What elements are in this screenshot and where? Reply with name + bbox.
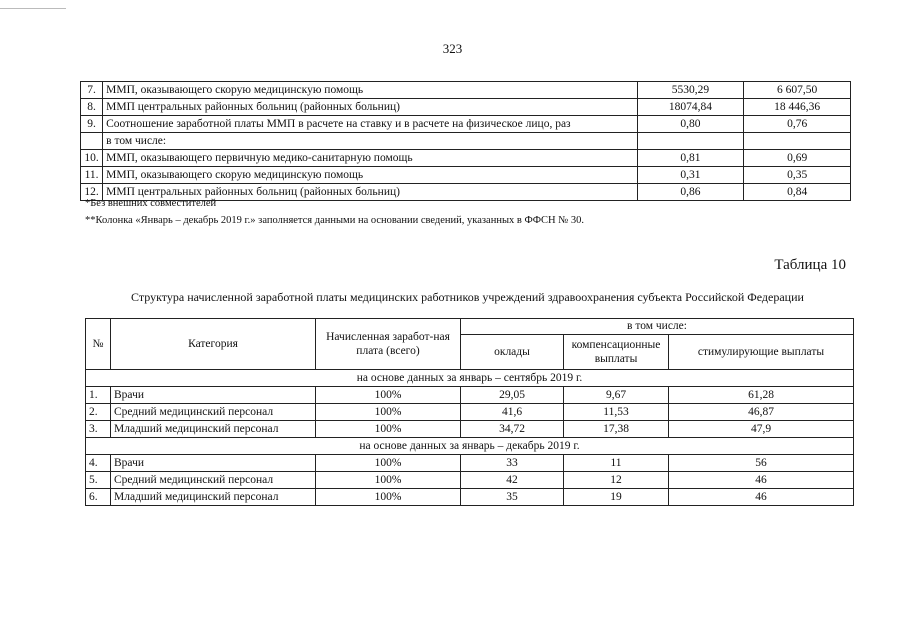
row-incentive: 56 — [669, 455, 854, 472]
row-label: ММП, оказывающего скорую медицинскую помощь — [103, 82, 637, 99]
row-total: 100% — [316, 472, 461, 489]
row-number: 5. — [86, 472, 111, 489]
row-category: Средний медицинский персонал — [111, 404, 316, 421]
row-compensation: 12 — [564, 472, 669, 489]
row-compensation: 9,67 — [564, 387, 669, 404]
table-row — [81, 167, 851, 184]
row-salaries: 29,05 — [461, 387, 564, 404]
scan-edge-line — [0, 8, 66, 9]
header-number: № — [86, 319, 111, 370]
row-salaries: 42 — [461, 472, 564, 489]
header-compensation: компенсационные выплаты — [564, 335, 669, 370]
row-compensation: 19 — [564, 489, 669, 506]
row-number: 7. — [81, 82, 103, 99]
row-label: ММП центральных районных больниц (районных больниц) — [103, 184, 637, 201]
row-incentive: 46 — [669, 489, 854, 506]
row-number: 6. — [86, 489, 111, 506]
row-value-1: 0,80 — [637, 116, 744, 133]
row-label: ММП центральных районных больниц (районных больниц) — [103, 99, 637, 116]
row-value-1: 0,86 — [637, 184, 744, 201]
row-total: 100% — [316, 404, 461, 421]
row-value-2: 6 607,50 — [744, 82, 851, 99]
footnote-1: *Без внешних совместителей — [85, 198, 217, 209]
row-number: 4. — [86, 455, 111, 472]
header-including: в том числе: — [461, 319, 854, 335]
row-category: Врачи — [111, 387, 316, 404]
row-label: ММП, оказывающего скорую медицинскую помощь — [103, 167, 637, 184]
section-row — [86, 438, 854, 455]
row-number — [81, 133, 103, 150]
table-row — [86, 489, 854, 506]
row-total: 100% — [316, 455, 461, 472]
table-row — [86, 472, 854, 489]
table-row — [81, 99, 851, 116]
row-number: 12. — [81, 184, 103, 201]
header-salaries: оклады — [461, 335, 564, 370]
row-category: Младший медицинский персонал — [111, 421, 316, 438]
row-total: 100% — [316, 489, 461, 506]
header-row — [86, 319, 854, 335]
table-row — [86, 387, 854, 404]
table-row — [81, 82, 851, 99]
header-category: Категория — [111, 319, 316, 370]
row-category: Младший медицинский персонал — [111, 489, 316, 506]
row-value-2: 18 446,36 — [744, 99, 851, 116]
row-number: 2. — [86, 404, 111, 421]
table-row — [86, 404, 854, 421]
row-incentive: 46 — [669, 472, 854, 489]
row-number: 10. — [81, 150, 103, 167]
row-total: 100% — [316, 421, 461, 438]
table-row — [81, 116, 851, 133]
salary-structure-table — [85, 318, 854, 506]
table-label: Таблица 10 — [774, 257, 846, 273]
row-label: Соотношение заработной платы ММП в расчете на ставку и в расчете на физическое лицо, раз — [103, 116, 637, 133]
row-label: в том числе: — [103, 133, 637, 150]
row-value-2: 0,76 — [744, 116, 851, 133]
table-row — [81, 150, 851, 167]
row-incentive: 47,9 — [669, 421, 854, 438]
row-incentive: 61,28 — [669, 387, 854, 404]
row-incentive: 46,87 — [669, 404, 854, 421]
row-total: 100% — [316, 387, 461, 404]
row-value-1: 18074,84 — [637, 99, 744, 116]
row-value-2: 0,35 — [744, 167, 851, 184]
table-caption: Структура начисленной заработной платы медицинских работников учреждений здравоохранения субъекта Российской Федерации — [131, 290, 804, 304]
section-row — [86, 370, 854, 387]
row-salaries: 35 — [461, 489, 564, 506]
table-row — [86, 455, 854, 472]
row-label: ММП, оказывающего первичную медико-санитарную помощь — [103, 150, 637, 167]
row-category: Врачи — [111, 455, 316, 472]
row-value-1 — [637, 133, 744, 150]
row-value-2 — [744, 133, 851, 150]
row-value-1: 5530,29 — [637, 82, 744, 99]
row-salaries: 41,6 — [461, 404, 564, 421]
row-compensation: 11 — [564, 455, 669, 472]
row-value-2: 0,84 — [744, 184, 851, 201]
section-title: на основе данных за январь – декабрь 2019 г. — [86, 438, 854, 455]
row-salaries: 34,72 — [461, 421, 564, 438]
page-number: 323 — [442, 41, 463, 56]
row-salaries: 33 — [461, 455, 564, 472]
table-row — [81, 133, 851, 150]
row-number: 1. — [86, 387, 111, 404]
section-title: на основе данных за январь – сентябрь 2019 г. — [86, 370, 854, 387]
row-compensation: 11,53 — [564, 404, 669, 421]
row-number: 11. — [81, 167, 103, 184]
row-category: Средний медицинский персонал — [111, 472, 316, 489]
footnote-2: **Колонка «Январь – декабрь 2019 г.» заполняется данными на основании сведений, указанных в ФФСН № 30. — [85, 215, 585, 226]
row-value-1: 0,31 — [637, 167, 744, 184]
row-number: 8. — [81, 99, 103, 116]
row-value-2: 0,69 — [744, 150, 851, 167]
header-total: Начисленная заработ-ная плата (всего) — [316, 319, 461, 370]
row-compensation: 17,38 — [564, 421, 669, 438]
row-number: 3. — [86, 421, 111, 438]
table-row — [86, 421, 854, 438]
previous-table — [80, 81, 851, 201]
row-number: 9. — [81, 116, 103, 133]
row-value-1: 0,81 — [637, 150, 744, 167]
header-incentive: стимулирующие выплаты — [669, 335, 854, 370]
